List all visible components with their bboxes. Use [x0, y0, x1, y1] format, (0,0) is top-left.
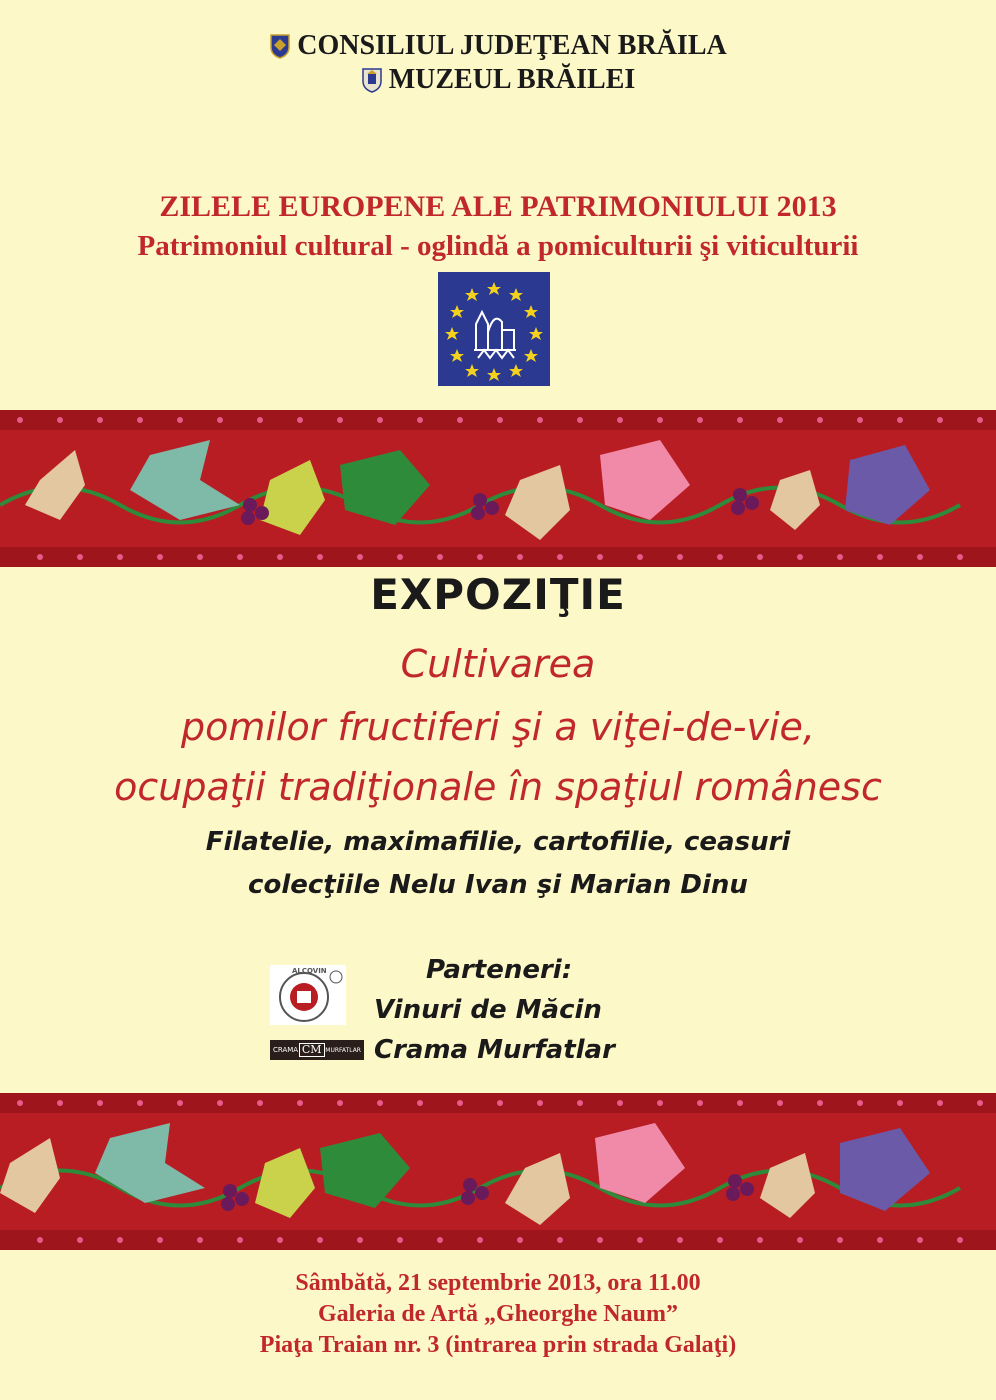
- embroidery-band-bottom: [0, 1093, 996, 1250]
- crama-murfatlar-logo: [270, 1040, 364, 1060]
- museum-crest-icon: [361, 67, 383, 93]
- embroidery-pattern: [0, 410, 996, 567]
- council-name: CONSILIUL JUDEŢEAN BRĂILA: [297, 30, 727, 61]
- embroidery-pattern: [0, 1093, 996, 1250]
- crama-logo-text-right: MURFATLAR: [325, 1046, 361, 1054]
- museum-name: MUZEUL BRĂILEI: [388, 64, 636, 95]
- exhibition-title-line1: Cultivarea: [400, 642, 596, 686]
- european-heritage-days-logo: [438, 272, 550, 386]
- exhibition-title-line2: pomilor fructiferi şi a viţei-de-vie,: [180, 705, 815, 749]
- event-subtitle: Patrimoniul cultural - oglindă a pomiculturii şi viticulturii: [137, 230, 859, 262]
- county-crest-icon: [269, 33, 291, 59]
- exhibition-title-line3: ocupaţii tradiţionale în spaţiul românesc: [114, 765, 882, 809]
- crama-logo-mark: CM: [299, 1043, 325, 1057]
- event-date: Sâmbătă, 21 septembrie 2013, ora 11.00: [295, 1270, 701, 1296]
- eu-stars-icon: [438, 272, 550, 386]
- partners-label: Parteneri:: [426, 955, 573, 985]
- alcovin-logo-text: ALCOVIN: [292, 967, 327, 975]
- event-title: ZILELE EUROPENE ALE PATRIMONIULUI 2013: [159, 190, 837, 223]
- event-venue: Galeria de Artă „Gheorghe Naum”: [318, 1301, 678, 1327]
- exhibition-collections: Filatelie, maximafilie, cartofilie, ceasuri: [205, 827, 791, 857]
- partner-vinuri-macin: Vinuri de Măcin: [374, 995, 602, 1025]
- event-address: Piaţa Traian nr. 3 (intrarea prin strada Galaţi): [259, 1332, 737, 1358]
- embroidery-band-top: [0, 410, 996, 567]
- council-header: [0, 30, 996, 62]
- exhibition-heading: EXPOZIŢIE: [370, 570, 626, 619]
- partner-crama-murfatlar: Crama Murfatlar: [374, 1035, 615, 1065]
- alcovin-macin-logo: [270, 965, 346, 1025]
- crama-logo-text-left: CRAMA: [273, 1046, 299, 1054]
- museum-header: [0, 64, 996, 96]
- exhibition-collectors: colecţiile Nelu Ivan şi Marian Dinu: [248, 870, 748, 900]
